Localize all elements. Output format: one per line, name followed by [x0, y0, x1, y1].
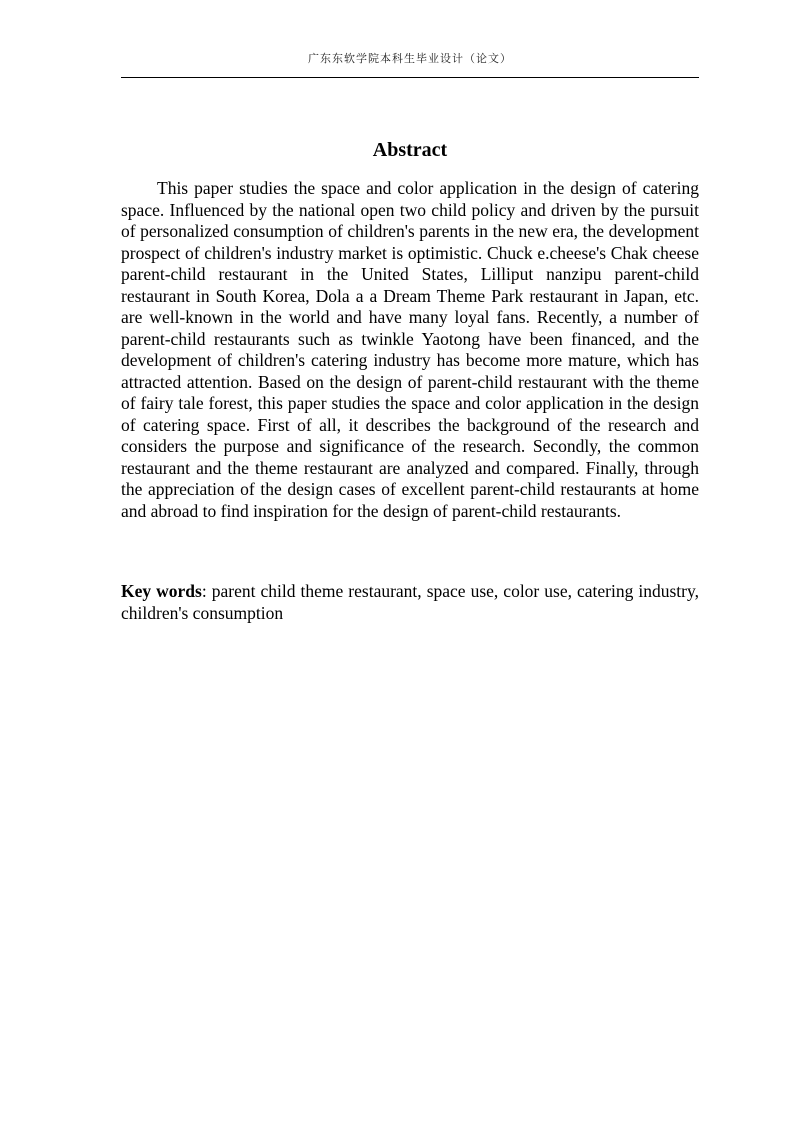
header-rule [121, 77, 699, 78]
keywords-separator: : [201, 581, 212, 601]
keywords-paragraph [121, 581, 699, 624]
abstract-body: This paper studies the space and color application in the design of catering space. Influenced by the national open two child policy and driven by the pursuit of personalized consumption of children's parents in the new era, the development prospect of children's industry market is optimistic. Chuck e.cheese's Chak cheese parent-child restaurant in the United States, Lilliput nanzipu parent-child restaurant in South Korea, Dola a a Dream Theme Park restaurant in Japan, etc. are well-known in the world and have many loyal fans. Recently, a number of parent-child restaurants such as twinkle Yaotong have been financed, and the development of children's catering industry has become more mature, which has attracted attention. Based on the design of parent-child restaurant with the theme of fairy tale forest, this paper studies the space and color application in the design of catering space. First of all, it describes the background of the research and considers the purpose and significance of the research. Secondly, the common restaurant and the theme restaurant are analyzed and compared. Finally, through the appreciation of the design cases of excellent parent-child restaurants at home and abroad to find inspiration for the design of parent-child restaurants. [121, 178, 699, 521]
abstract-title: Abstract [372, 139, 448, 161]
keywords-text: parent child theme restaurant, space use, color use, catering industry, children's consumption [121, 581, 699, 623]
keywords-label: Key words [121, 581, 202, 601]
page-header: 广东东软学院本科生毕业设计（论文） [308, 52, 512, 65]
